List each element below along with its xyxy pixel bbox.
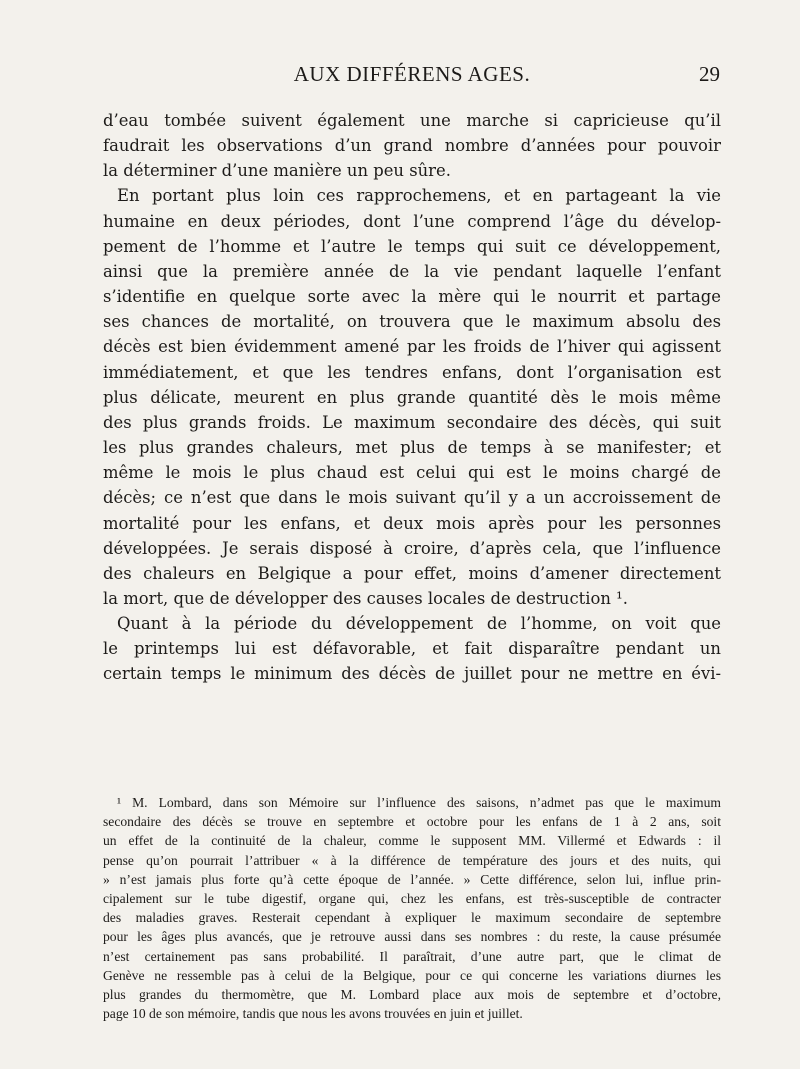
body-line: décès; ce n’est que dans le mois suivant qu’il y a un accroissement de [103,488,721,508]
body-line: En portant plus loin ces rapprochemens, et en partageant la vie [117,186,721,206]
body-line: des chaleurs en Belgique a pour effet, moins d’amener directement [103,563,721,583]
footnote-line: pense qu’on pourrait l’attribuer « à la différence de température des jours et des nuits, qui [103,852,721,868]
page-header [104,62,720,88]
body-line: humaine en deux périodes, dont l’une comprend l’âge du dévelop- [103,211,721,231]
body-line: le printemps lui est défavorable, et fait disparaître pendant un [103,639,721,659]
body-line: la mort, que de développer des causes locales de destruction ¹. [103,588,628,608]
body-line: des plus grands froids. Le maximum secondaire des décès, qui suit [103,412,721,432]
body-text [103,108,721,687]
footnote-line: des maladies graves. Resterait cependant à expliquer le maximum secondaire de septembre [103,910,721,926]
body-line: pement de l’homme et l’autre le temps qui suit ce développement, [103,236,721,256]
footnote-line: secondaire des décès se trouve en septembre et octobre pour les enfans de 1 à 2 ans, soit [103,814,721,830]
footnote-line: plus grandes du thermomètre, que M. Lombard place aux mois de septembre et d’octobre, [103,987,721,1003]
body-line: certain temps le minimum des décès de juillet pour ne mettre en évi- [103,664,721,684]
body-line: développées. Je serais disposé à croire, d’après cela, que l’influence [103,538,721,558]
footnote-line: Genève ne ressemble pas à celui de la Belgique, pour ce qui concerne les variations diurnes les [103,967,721,983]
footnote-line: ¹ M. Lombard, dans son Mémoire sur l’influence des saisons, n’admet pas que le maximum [117,795,721,810]
footnote-line: » n’est jamais plus forte qu’à cette époque de l’année. » Cette différence, selon lui, influe prin- [103,871,721,887]
body-line: Quant à la période du développement de l’homme, on voit que [117,614,721,634]
page-number: 29 [699,62,720,86]
footnote-line: pour les âges plus avancés, que je retrouve aussi dans ses nombres : du reste, la cause présumée [103,929,721,945]
body-line: décès est bien évidemment amené par les froids de l’hiver qui agissent [103,337,721,357]
body-line: les plus grandes chaleurs, met plus de temps à se manifester; et [103,438,721,458]
body-line: mortalité pour les enfans, et deux mois après pour les personnes [103,513,721,533]
footnote-line: n’est certainement pas sans probabilité. Il paraîtrait, d’une autre part, que le climat de [103,948,721,964]
body-line: la déterminer d’une manière un peu sûre. [103,161,451,181]
body-line: plus délicate, meurent en plus grande quantité dès le mois même [103,387,721,407]
footnote-line: page 10 de son mémoire, tandis que nous les avons trouvées en juin et juillet. [103,1006,523,1022]
body-line: s’identifie en quelque sorte avec la mère qui le nourrit et partage [103,287,721,307]
body-line: ses chances de mortalité, on trouvera que le maximum absolu des [103,312,721,332]
body-line: faudrait les observations d’un grand nombre d’années pour pouvoir [103,136,721,156]
body-line: immédiatement, et que les tendres enfans, dont l’organisation est [103,362,721,382]
body-line: d’eau tombée suivent également une marche si capricieuse qu’il [103,111,721,130]
footnote [103,793,721,1023]
body-line: même le mois le plus chaud est celui qui est le moins chargé de [103,463,721,483]
running-title: AUX DIFFÉRENS AGES. [293,62,531,86]
body-line: ainsi que la première année de la vie pendant laquelle l’enfant [103,261,721,281]
footnote-line: cipalement sur le tube digestif, organe qui, chez les enfans, est très-susceptible de contracter [103,891,721,907]
footnote-line: un effet de la continuité de la chaleur, comme le supposent MM. Villermé et Edwards : il [103,833,721,849]
